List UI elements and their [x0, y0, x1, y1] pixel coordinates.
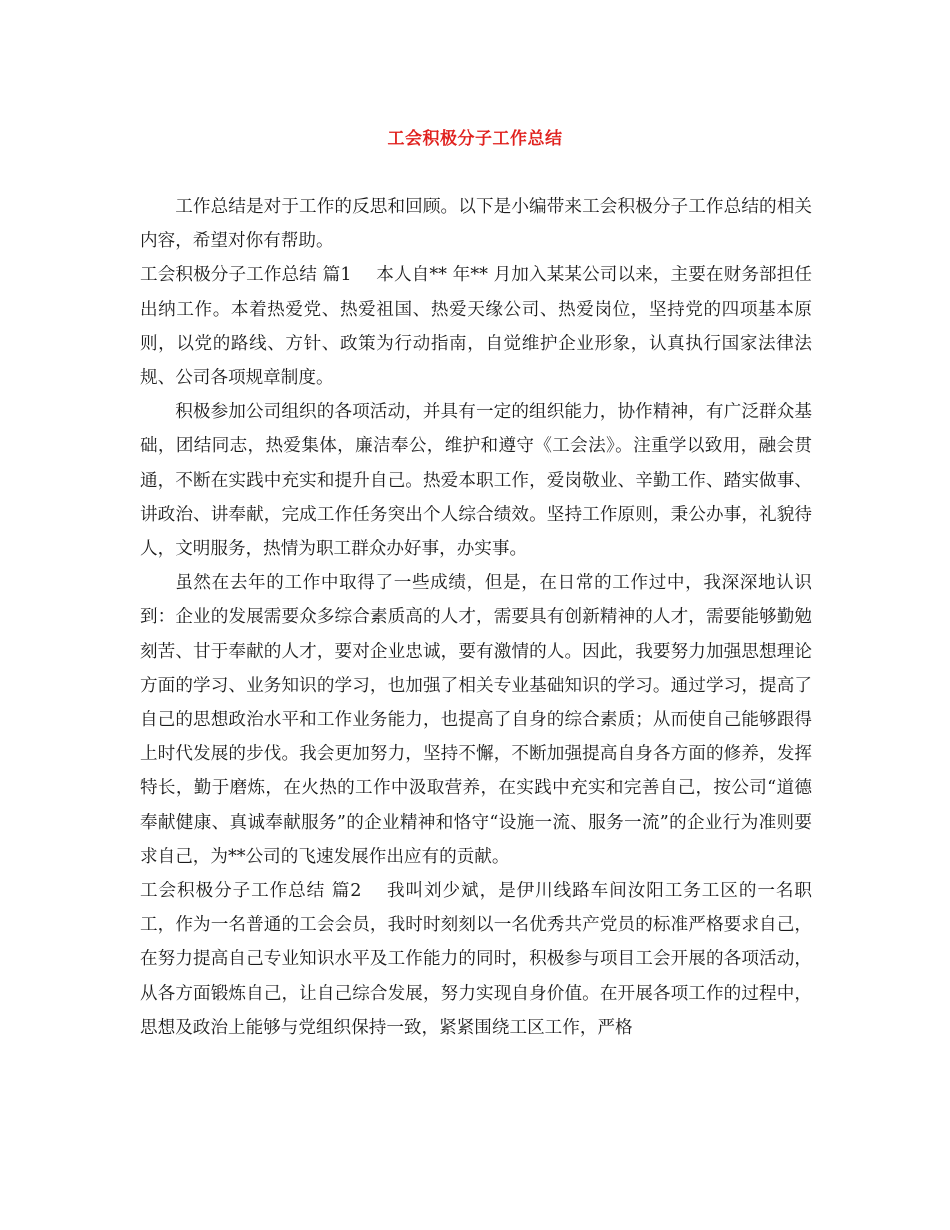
document-body: [140, 190, 812, 1045]
article-1-first-paragraph: [140, 258, 812, 395]
document-title: 工会积极分子工作总结: [387, 129, 563, 149]
article-2-first-paragraph: [140, 874, 812, 1045]
article-2-heading: 工会积极分子工作总结 篇2: [140, 881, 362, 902]
article-1-heading: 工会积极分子工作总结 篇1: [140, 265, 352, 286]
article-1-first-paragraph-text: 本人自** 年** 月加入某某公司以来，主要在财务部担任出纳工作。本着热爱党、热爱祖国、热爱天缘公司、热爱岗位，坚持党的四项基本原则，以党的路线、方针、政策为行动指南，自觉维护企业形象，认真执行国家法律法规、公司各项规章制度。: [140, 265, 813, 389]
article-1-paragraph-2: 积极参加公司组织的各项活动，并具有一定的组织能力，协作精神，有广泛群众基础，团结同志，热爱集体，廉洁奉公，维护和遵守《工会法》。注重学以致用，融会贯通，不断在实践中充实和提升自己。热爱本职工作，爱岗敬业、辛勤工作、踏实做事、讲政治、讲奉献，完成工作任务突出个人综合绩效。坚持工作原则，秉公办事，礼貌待人，文明服务，热情为职工群众办好事，办实事。: [140, 402, 812, 560]
article-2-first-paragraph-text: 我叫刘少斌，是伊川线路车间汝阳工务工区的一名职工，作为一名普通的工会会员，我时时刻刻以一名优秀共产党员的标准严格要求自己，在努力提高自己专业知识水平及工作能力的同时，积极参与项目工会开展的各项活动，从各方面锻炼自己，让自己综合发展，努力实现自身价值。在开展各项工作的过程中，思想及政治上能够与党组织保持一致，紧紧围绕工区工作，严格: [140, 881, 812, 1038]
intro-paragraph: 工作总结是对于工作的反思和回顾。以下是小编带来工会积极分子工作总结的相关内容，希望对你有帮助。: [140, 197, 812, 252]
article-1-paragraph-3: 虽然在去年的工作中取得了一些成绩，但是，在日常的工作过中，我深深地认识到：企业的发展需要众多综合素质高的人才，需要具有创新精神的人才，需要能够勤勉刻苦、甘于奉献的人才，要对企业忠诚，要有激情的人。因此，我要努力加强思想理论方面的学习、业务知识的学习，也加强了相关专业基础知识的学习。通过学习，提高了自己的思想政治水平和工作业务能力，也提高了自身的综合素质；从而使自己能够跟得上时代发展的步伐。我会更加努力，坚持不懈，不断加强提高自身各方面的修养，发挥特长，勤于磨炼，在火热的工作中汲取营养，在实践中充实和完善自己，按公司“道德奉献健康、真诚奉献服务”的企业精神和恪守“设施一流、服务一流”的企业行为准则要求自己，为**公司的飞速发展作出应有的贡献。: [140, 573, 812, 867]
